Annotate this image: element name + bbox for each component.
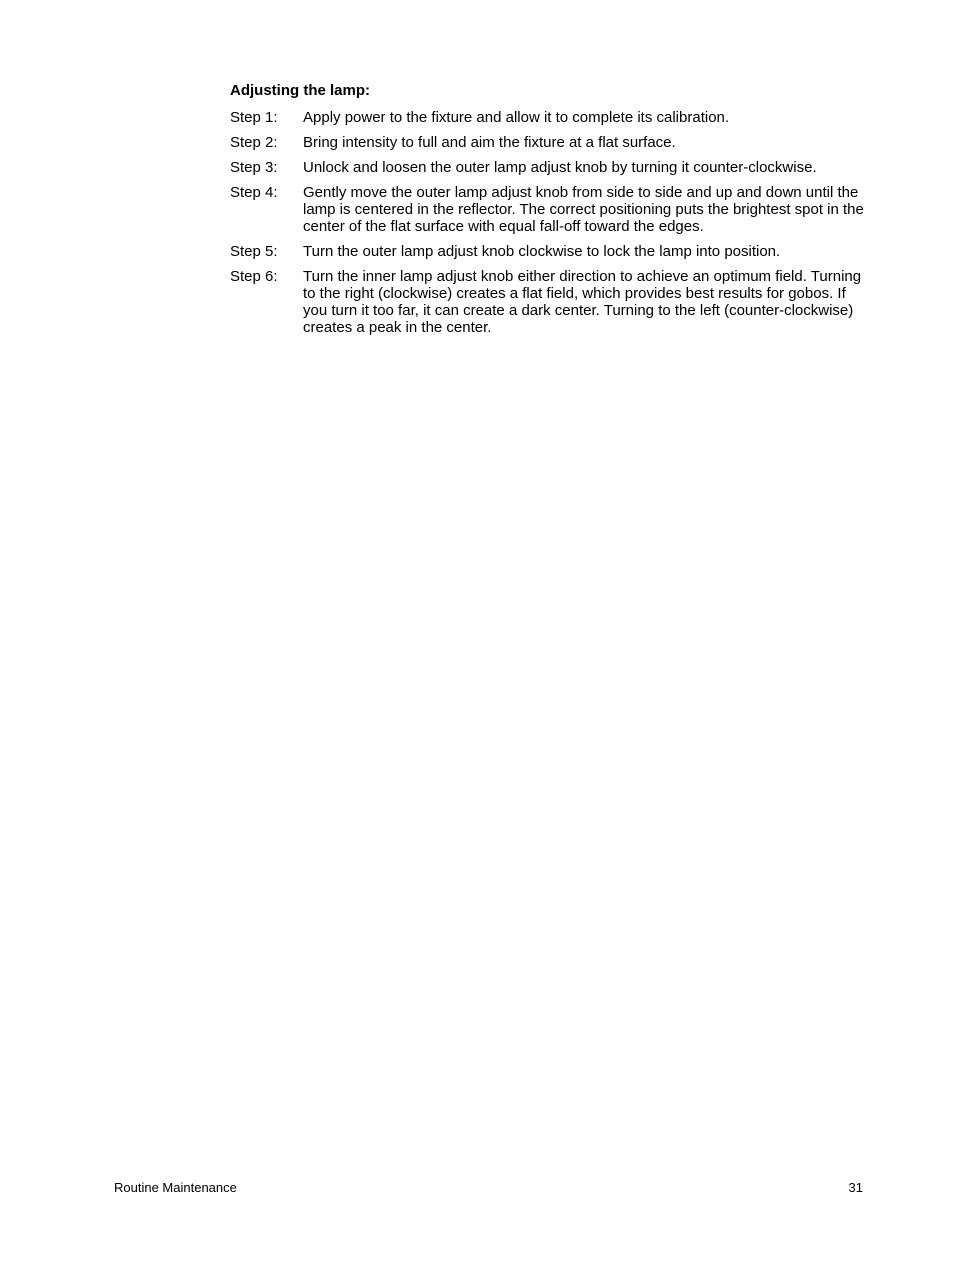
step-text: Bring intensity to full and aim the fixture at a flat surface. <box>303 134 676 151</box>
step-item <box>230 109 870 126</box>
step-label: Step 5: <box>230 243 278 260</box>
procedure-section <box>230 82 870 344</box>
step-label: Step 1: <box>230 109 278 126</box>
step-text: Apply power to the fixture and allow it to complete its calibration. <box>303 109 730 126</box>
step-label: Step 4: <box>230 184 278 201</box>
footer-page-number: 31 <box>848 1180 863 1195</box>
step-item <box>230 184 870 235</box>
step-text: Turn the outer lamp adjust knob clockwise to lock the lamp into position. <box>303 243 781 260</box>
step-item <box>230 134 870 151</box>
step-item <box>230 159 870 176</box>
step-text: Gently move the outer lamp adjust knob from side to side and up and down until the lamp is centered in the reflector. The correct positioning puts the brightest spot in the center of the flat surface with equal fall-off toward the edges. <box>303 184 864 235</box>
step-text: Turn the inner lamp adjust knob either direction to achieve an optimum field. Turning to the right (clockwise) creates a flat field, which provides best results for gobos. If you turn it too far, it can create a dark center. Turning to the left (counter-clockwise) creates a peak in the center. <box>303 268 862 336</box>
section-heading: Adjusting the lamp: <box>230 82 370 99</box>
step-item <box>230 268 870 336</box>
step-item <box>230 243 870 260</box>
step-label: Step 3: <box>230 159 278 176</box>
step-label: Step 6: <box>230 268 278 285</box>
step-text: Unlock and loosen the outer lamp adjust knob by turning it counter-clockwise. <box>303 159 817 176</box>
step-label: Step 2: <box>230 134 278 151</box>
footer-section-title: Routine Maintenance <box>114 1180 237 1195</box>
